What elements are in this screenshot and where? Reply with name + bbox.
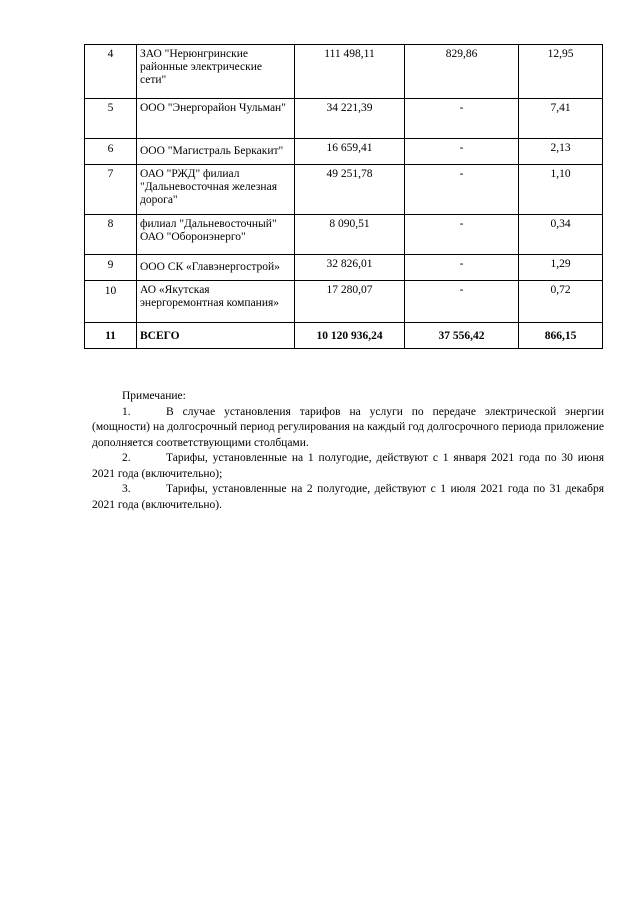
value-col-3: 7,41 xyxy=(519,99,603,139)
notes-section xyxy=(92,389,604,513)
table-row xyxy=(85,215,603,255)
value-col-1: 8 090,51 xyxy=(295,215,405,255)
value-col-2: 829,86 xyxy=(405,45,519,99)
organization-name: ОАО "РЖД" филиал "Дальневосточная железная дорога" xyxy=(137,165,295,215)
organization-name: ООО "Энергорайон Чульман" xyxy=(137,99,295,139)
value-col-3: 0,34 xyxy=(519,215,603,255)
row-number: 9 xyxy=(85,255,137,281)
value-col-2: - xyxy=(405,99,519,139)
row-number: 10 xyxy=(85,281,137,323)
row-number: 8 xyxy=(85,215,137,255)
table-row xyxy=(85,255,603,281)
value-col-3: 1,29 xyxy=(519,255,603,281)
total-row-number: 11 xyxy=(85,323,137,349)
total-value-col-3: 866,15 xyxy=(519,323,603,349)
value-col-3: 1,10 xyxy=(519,165,603,215)
row-number: 7 xyxy=(85,165,137,215)
value-col-1: 17 280,07 xyxy=(295,281,405,323)
row-number: 4 xyxy=(85,45,137,99)
value-col-1: 111 498,11 xyxy=(295,45,405,99)
notes-heading: Примечание: xyxy=(122,390,186,402)
note-index: 1. xyxy=(122,405,131,418)
note-text: В случае установления тарифов на услуги по передаче электрической энергии (мощности) на долгосрочный период регулирования на каждый год долгосрочного периода приложение дополняется соответствующими столбцами. xyxy=(92,405,604,449)
value-col-3: 0,72 xyxy=(519,281,603,323)
tariff-table xyxy=(84,44,603,349)
note-item xyxy=(92,482,604,513)
value-col-2: - xyxy=(405,139,519,165)
table-row xyxy=(85,45,603,99)
note-index: 2. xyxy=(122,452,131,464)
value-col-2: - xyxy=(405,215,519,255)
total-value-col-1: 10 120 936,24 xyxy=(295,323,405,349)
note-text: Тарифы, установленные на 1 полугодие, действуют с 1 января 2021 года по 30 июня 2021 года (включительно); xyxy=(92,452,604,480)
row-number: 6 xyxy=(85,139,137,165)
value-col-1: 34 221,39 xyxy=(295,99,405,139)
value-col-1: 49 251,78 xyxy=(295,165,405,215)
table-total-row xyxy=(85,323,603,349)
value-col-3: 12,95 xyxy=(519,45,603,99)
value-col-1: 16 659,41 xyxy=(295,139,405,165)
note-item xyxy=(92,405,604,452)
table-row xyxy=(85,165,603,215)
value-col-1: 32 826,01 xyxy=(295,255,405,281)
organization-name: ООО СК «Главэнергострой» xyxy=(137,255,295,281)
organization-name: ООО "Магистраль Беркакит" xyxy=(137,139,295,165)
note-item xyxy=(92,451,604,482)
total-label: ВСЕГО xyxy=(137,323,295,349)
value-col-2: - xyxy=(405,281,519,323)
value-col-2: - xyxy=(405,165,519,215)
note-index: 3. xyxy=(122,483,131,495)
value-col-3: 2,13 xyxy=(519,139,603,165)
note-text: Тарифы, установленные на 2 полугодие, действуют с 1 июля 2021 года по 31 декабря 2021 года (включительно). xyxy=(92,483,604,511)
organization-name: ЗАО "Нерюнгринские районные электрические сети" xyxy=(137,45,295,99)
total-value-col-2: 37 556,42 xyxy=(405,323,519,349)
organization-name: филиал "Дальневосточный" ОАО "Оборонэнерго" xyxy=(137,215,295,255)
row-number: 5 xyxy=(85,99,137,139)
table-row xyxy=(85,281,603,323)
value-col-2: - xyxy=(405,255,519,281)
table-row xyxy=(85,139,603,165)
table-row xyxy=(85,99,603,139)
organization-name: АО «Якутская энергоремонтная компания» xyxy=(137,281,295,323)
